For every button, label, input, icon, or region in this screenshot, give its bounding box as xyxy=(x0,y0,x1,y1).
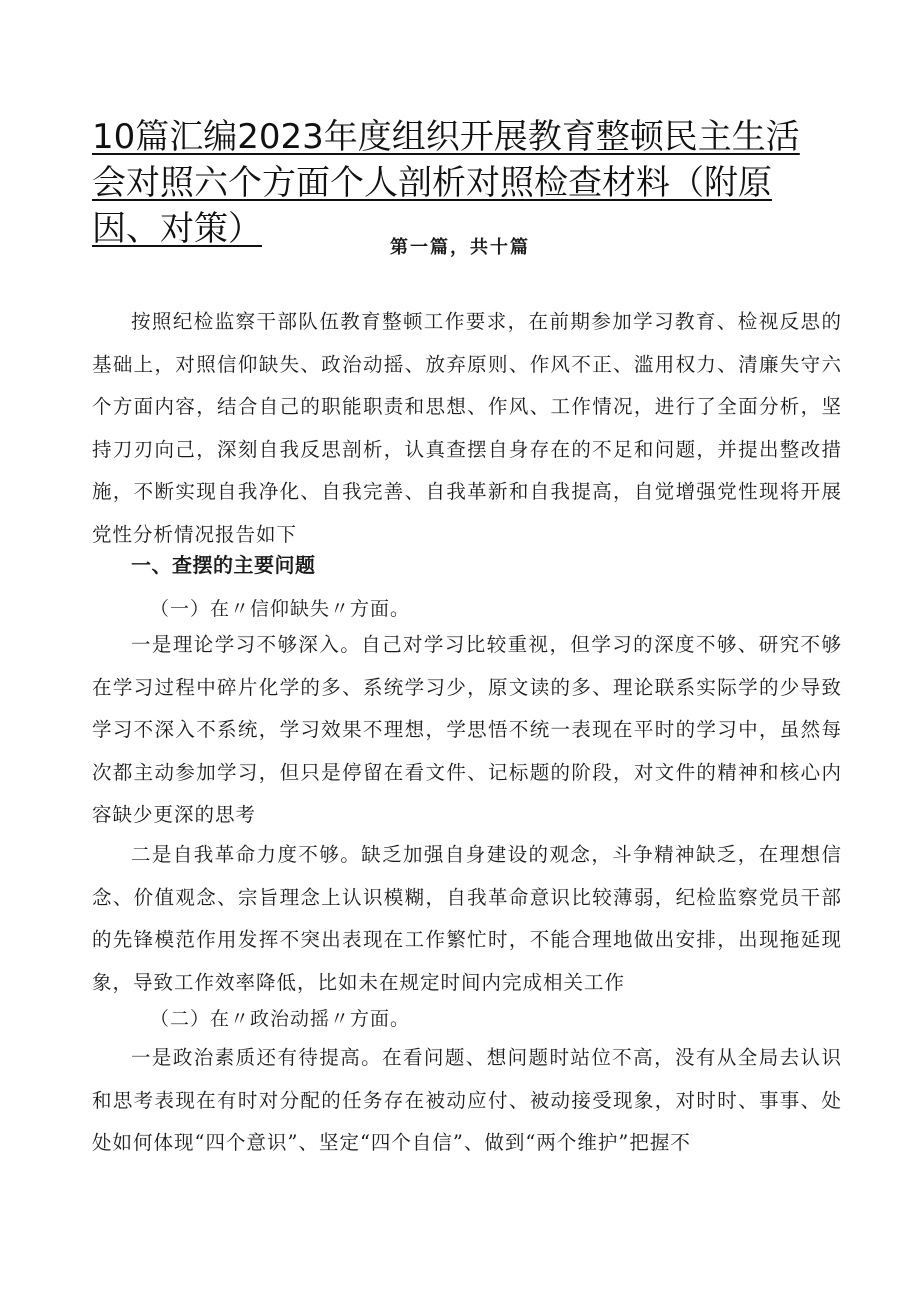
subsection-heading-2: （二）在〃政治动摇〃方面。 xyxy=(150,1008,411,1030)
document-title: 10篇汇编2023年度组织开展教育整顿民主生活会对照六个方面个人剖析对照检查材料（附原因、对策） xyxy=(92,117,800,249)
paragraph-self-revolution: 二是自我革命力度不够。缺乏加强自身建设的观念，斗争精神缺乏，在理想信念、价值观念、宗旨理念上认识模糊，自我革命意识比较薄弱，纪检监察党员干部的先锋模范作用发挥不突出表现在工作繁忙时，不能合理地做出安排，出现拖延现象，导致工作效率降低，比如未在规定时间内完成相关工作 xyxy=(92,843,842,994)
paragraph-political-quality: 一是政治素质还有待提高。在看问题、想问题时站位不高，没有从全局去认识和思考表现在有时对分配的任务存在被动应付、被动接受现象，对时时、事事、处处如何体现“四个意识”、坚定“四个自信”、做到“两个维护”把握不 xyxy=(92,1046,842,1154)
intro-paragraph: 按照纪检监察干部队伍教育整顿工作要求，在前期参加学习教育、检视反思的基础上，对照信仰缺失、政治动摇、放弃原则、作风不正、滥用权力、清廉失守六个方面内容，结合自己的职能职责和思想、作风、工作情况，进行了全面分析，坚持刀刃向己，深刻自我反思剖析，认真查摆自身存在的不足和问题，并提出整改措施，不断实现自我净化、自我完善、自我革新和自我提高，自觉增强党性现将开展党性分析情况报告如下 xyxy=(92,310,842,546)
subsection-heading-1: （一）在〃信仰缺失〃方面。 xyxy=(150,598,411,620)
paragraph-theory-study: 一是理论学习不够深入。自己对学习比较重视，但学习的深度不够、研究不够在学习过程中碎片化学的多、系统学习少，原文读的多、理论联系实际学的少导致学习不深入不系统，学习效果不理想，学思悟不统一表现在平时的学习中，虽然每次都主动参加学习，但只是停留在看文件、记标题的阶段，对文件的精神和核心内容缺少更深的思考 xyxy=(92,633,842,826)
section-heading: 一、查摆的主要问题 xyxy=(131,553,316,577)
part-label: 第一篇，共十篇 xyxy=(390,237,530,258)
